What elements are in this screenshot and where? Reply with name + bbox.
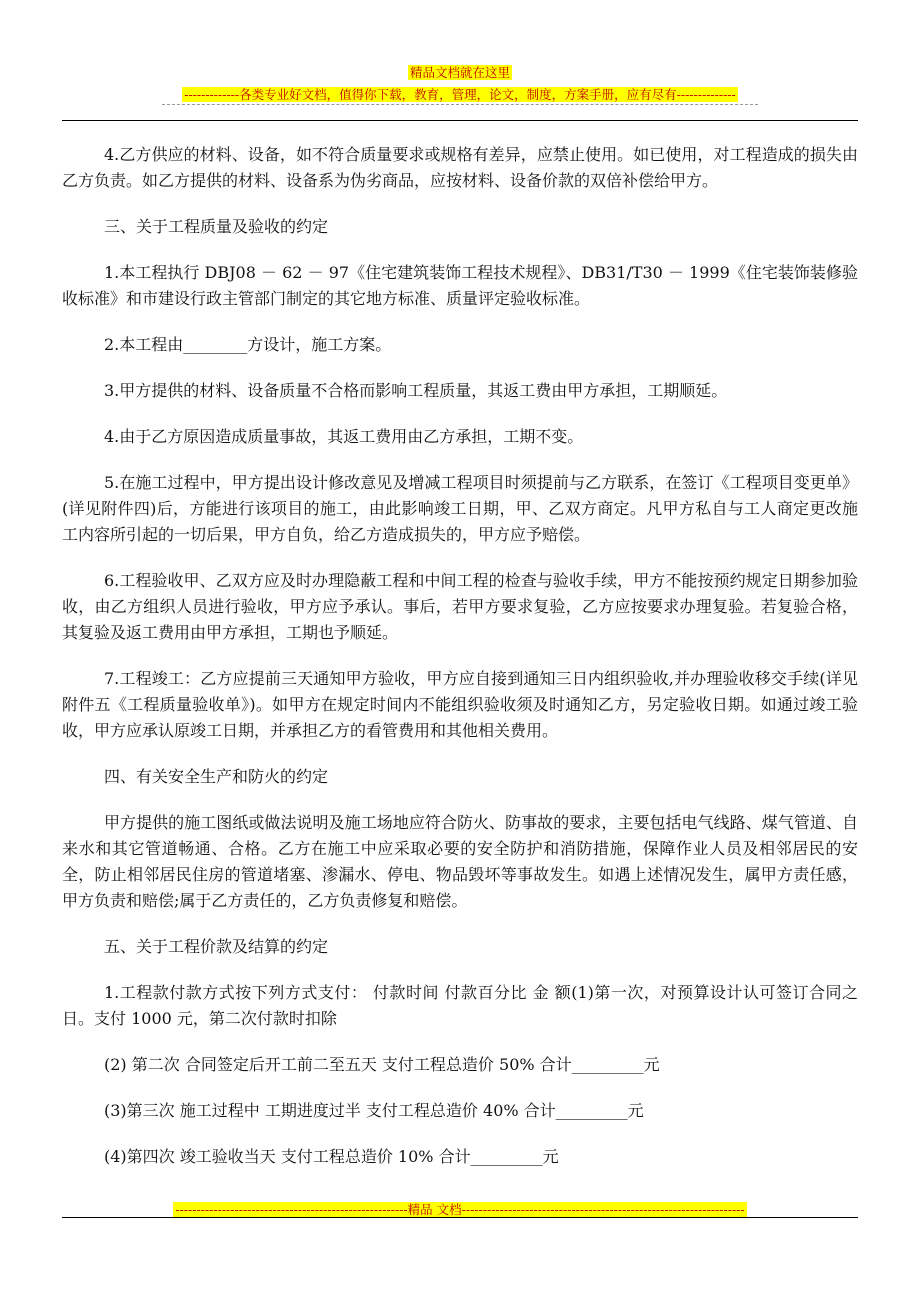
header-title xyxy=(0,62,920,81)
clause-3-1: 1.本工程执行 DBJ08 － 62 － 97《住宅建筑装饰工程技术规程》、DB31/T30 － 1999《住宅装饰装修验收标准》和市建设行政主管部门制定的其它地方标准、质量评定验收标准。 xyxy=(62,263,858,308)
payment-3: (3)第三次 施工过程中 工期进度过半 支付工程总造价 40% 合计_________元 xyxy=(104,1101,644,1120)
header-tagline-text: -------------各类专业好文档，值得你下载，教育，管理，论文，制度，方案手册，应有尽有-------------- xyxy=(184,87,736,102)
header-title-text: 精品文档就在这里 xyxy=(409,65,510,80)
clause-3-3: 3.甲方提供的材料、设备质量不合格而影响工程质量，其返工费由甲方承担，工期顺延。 xyxy=(104,381,728,400)
clause-3-2: 2.本工程由________方设计，施工方案。 xyxy=(104,335,392,354)
footer-rule xyxy=(62,1217,858,1218)
footer-banner xyxy=(0,1199,920,1218)
section-5-heading: 五、关于工程价款及结算的约定 xyxy=(104,937,329,956)
header-dashed-divider xyxy=(162,104,758,105)
clause-3-7: 7.工程竣工：乙方应提前三天通知甲方验收，甲方应自接到通知三日内组织验收,并办理验收移交手续(详见附件五《工程质量验收单》)。如甲方在规定时间内不能组织验收须及时通知乙方，另定验收日期。如通过竣工验收，甲方应承认原竣工日期，并承担乙方的看管费用和其他相关费用。 xyxy=(62,669,858,740)
clause-3-4: 4.由于乙方原因造成质量事故，其返工费用由乙方承担，工期不变。 xyxy=(104,427,584,446)
header-rule xyxy=(62,120,858,121)
clause-2-4: 4.乙方供应的材料、设备，如不符合质量要求或规格有差异，应禁止使用。如已使用，对工程造成的损失由乙方负责。如乙方提供的材料、设备系为伪劣商品，应按材料、设备价款的双倍补偿给甲方。 xyxy=(62,145,858,190)
document-body xyxy=(62,142,858,1190)
header-tagline xyxy=(0,84,920,103)
footer-text: -------------------------------------------------------精品 文档------------------------------------------------------------------- xyxy=(175,1202,745,1217)
clause-3-6: 6.工程验收甲、乙双方应及时办理隐蔽工程和中间工程的检查与验收手续，甲方不能按预约规定日期参加验收，由乙方组织人员进行验收，甲方应予承认。事后，若甲方要求复验，乙方应按要求办理复验。若复验合格，其复验及返工费用由甲方承担，工期也予顺延。 xyxy=(62,571,858,642)
section-4-heading: 四、有关安全生产和防火的约定 xyxy=(104,767,329,786)
payment-2: (2) 第二次 合同签定后开工前二至五天 支付工程总造价 50% 合计_________元 xyxy=(104,1055,660,1074)
clause-5-1: 1.工程款付款方式按下列方式支付： 付款时间 付款百分比 金 额(1)第一次，对预算设计认可签订合同之日。支付 1000 元，第二次付款时扣除 xyxy=(62,983,858,1028)
section-3-heading: 三、关于工程质量及验收的约定 xyxy=(104,217,329,236)
payment-4: (4)第四次 竣工验收当天 支付工程总造价 10% 合计_________元 xyxy=(104,1147,559,1166)
clause-3-5: 5.在施工过程中，甲方提出设计修改意见及增减工程项目时须提前与乙方联系，在签订《工程项目变更单》(详见附件四)后，方能进行该项目的施工，由此影响竣工日期，甲、乙双方商定。凡甲方私自与工人商定更改施工内容所引起的一切后果，甲方自负，给乙方造成损失的，甲方应予赔偿。 xyxy=(62,473,858,544)
clause-4-body: 甲方提供的施工图纸或做法说明及施工场地应符合防火、防事故的要求，主要包括电气线路、煤气管道、自来水和其它管道畅通、合格。乙方在施工中应采取必要的安全防护和消防措施，保障作业人员及相邻居民的安全，防止相邻居民住房的管道堵塞、渗漏水、停电、物品毁坏等事故发生。如遇上述情况发生，属甲方责任感，甲方负责和赔偿;属于乙方责任的，乙方负责修复和赔偿。 xyxy=(62,813,858,910)
